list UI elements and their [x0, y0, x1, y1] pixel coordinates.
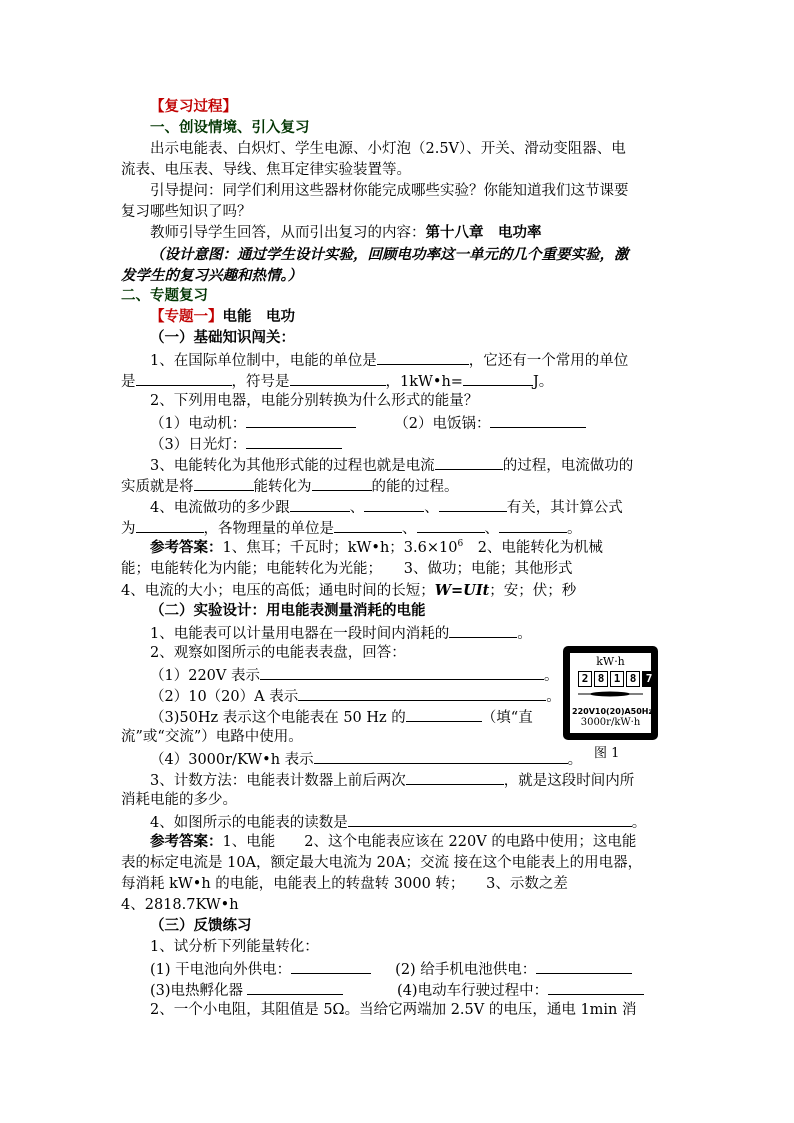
blank [406, 706, 482, 722]
answer-1-line-2: 能；电能转化为内能；电能转化为光能； 3、做功；电能；其他形式 [121, 561, 573, 577]
question-2: 2、下列用电器，电能分别转换为什么形式的能量？ [150, 393, 479, 409]
blank [449, 622, 517, 638]
blank [290, 370, 386, 386]
design-intent-line-2: 发学生的复习兴趣和热情。） [121, 267, 303, 284]
experiment-2-item-3-line-2: 流”或“交流”）电路中使用。 [121, 729, 303, 745]
blank [290, 496, 350, 512]
question-3-line-2: 实质就是将 能转化为 的能的过程。 [121, 475, 675, 496]
answer-2-line-2: 表的标定电流是 10A，额定最大电流为 20A；交流 接在这个电能表上的用电器， [121, 855, 643, 871]
blank [463, 370, 533, 386]
question-4-line-1: 4、电流做功的多少跟 、 、 有关，其计算公式 [150, 496, 675, 517]
question-1-line-1: 1、在国际单位制中，电能的单位是 ，它还有一个常用的单位 [150, 349, 675, 370]
blank [499, 517, 567, 533]
experiment-3-line-1: 3、计数方法：电能表计数器上前后两次 ，就是这段时间内所 [150, 769, 675, 790]
answer-2-line-3: 每消耗 kW•h 的电能，电能表上的转盘转 3000 转； 3、示数之差 [121, 876, 568, 892]
meter-counter [578, 671, 656, 685]
meter-digit: 1 [610, 671, 624, 687]
blank [548, 979, 644, 995]
part-2-title: （二）实验设计：用电能表测量消耗的电能 [150, 603, 426, 619]
feedback-1-items-3-4: (3)电热孵化器 (4)电动车行驶过程中： [150, 979, 675, 1000]
blank [439, 496, 507, 512]
experiment-2-item-3-line-1: （3)50Hz 表示这个电能表在 50 Hz 的 （填“直 [150, 706, 675, 727]
figure-caption: 图 1 [594, 746, 620, 761]
experiment-2: 2、观察如图所示的电能表表盘，回答： [150, 645, 406, 661]
part-3-title: （三）反馈练习 [150, 918, 252, 934]
question-2-option-c: （3）日光灯： [150, 433, 675, 454]
blank [435, 454, 503, 470]
part-1-title: （一）基础知识闯关： [150, 330, 295, 346]
meter-decimal-digit: 7 [642, 671, 656, 687]
blank [406, 769, 504, 785]
blank [314, 748, 568, 764]
blank [247, 979, 343, 995]
question-2-options-a-b: （1）电动机： （2）电饭锅： [150, 412, 675, 433]
experiment-1: 1、电能表可以计量用电器在一段时间内消耗的 。 [150, 622, 675, 643]
blank [246, 433, 342, 449]
blank [298, 685, 546, 701]
answer-2-line-4: 4、2818.7KW•h [121, 897, 239, 913]
blank [334, 517, 402, 533]
electric-meter-figure [563, 646, 658, 740]
para-2-line-2: 复习哪些知识了吗？ [121, 204, 252, 220]
blank [291, 958, 371, 974]
answer-1-line-1: 参考答案：1、焦耳；千瓦时；kW•h；$3.6\times 10^6$ 2、电能转化为机械 [150, 539, 603, 556]
meter-revolutions-label: 3000r/kW·h [580, 717, 641, 728]
experiment-4: 4、如图所示的电能表的读数是 。 [150, 811, 675, 832]
experiment-2-item-2: （2）10（20）A 表示 。 [150, 685, 675, 706]
blank [348, 811, 632, 827]
experiment-2-item-4: （4）3000r/KW•h 表示 。 [150, 748, 675, 769]
question-3-line-1: 3、电能转化为其他形式能的过程也就是电流 的过程，电流做功的 [150, 454, 675, 475]
meter-rotating-disc [578, 691, 643, 697]
blank [377, 349, 469, 365]
feedback-1-items-1-2: (1) 干电池向外供电： (2) 给手机电池供电： [150, 958, 675, 979]
blank [417, 517, 485, 533]
answer-1-line-3: 4、电流的大小；电压的高低；通电时间的长短；W=UIt；安；伏；秒 [121, 582, 577, 599]
experiment-3-line-2: 消耗电能的多少。 [121, 792, 237, 808]
meter-spec-label: 220V10(20)A50Hz [572, 707, 654, 716]
para-1-line-2: 流表、电压表、导线、焦耳定律实验装置等。 [121, 162, 411, 178]
meter-digit: 2 [578, 671, 592, 687]
meter-face [570, 653, 654, 733]
meter-digit: 8 [594, 671, 608, 687]
feedback-2: 2、一个小电阻，其阻值是 5Ω。当给它两端加 2.5V 的电压，通电 1min 消 [150, 1002, 637, 1018]
experiment-2-item-1: （1）220V 表示 。 [150, 664, 675, 685]
design-intent-line-1: （设计意图：通过学生设计实验，回顾电功率这一单元的几个重要实验，激 [150, 246, 629, 263]
blank [364, 496, 424, 512]
blank [194, 475, 254, 491]
blank [312, 475, 372, 491]
para-3: 教师引导学生回答，从而引出复习的内容：第十八章 电功率 [150, 225, 542, 241]
feedback-1: 1、试分析下列能量转化： [150, 939, 319, 955]
blank [490, 412, 586, 428]
blank [136, 370, 232, 386]
section-1-title: 一、创设情境、引入复习 [150, 120, 310, 136]
blank [536, 958, 632, 974]
para-2-line-1: 引导提问：同学们利用这些器材你能完成哪些实验？你能知道我们这节课要 [150, 183, 629, 199]
review-process-heading: 【复习过程】 [150, 99, 237, 115]
blank [136, 517, 204, 533]
para-1-line-1: 出示电能表、白炽灯、学生电源、小灯泡（2.5V）、开关、滑动变阻器、电 [150, 141, 626, 157]
topic-1-title: 【专题一】电能 电功 [150, 309, 295, 325]
answer-2-line-1: 参考答案：1、电能 2、这个电能表应该在 220V 的电路中使用；这电能 [150, 834, 637, 850]
meter-unit-label: kW·h [596, 655, 625, 668]
question-4-line-2: 为 ，各物理量的单位是 、 、 。 [121, 517, 675, 538]
section-2-title: 二、专题复习 [121, 288, 208, 304]
meter-digit: 8 [626, 671, 640, 687]
question-1-line-2: 是 ，符号是 ，1kW•h= J。 [121, 370, 675, 391]
blank [246, 412, 356, 428]
blank [260, 664, 544, 680]
